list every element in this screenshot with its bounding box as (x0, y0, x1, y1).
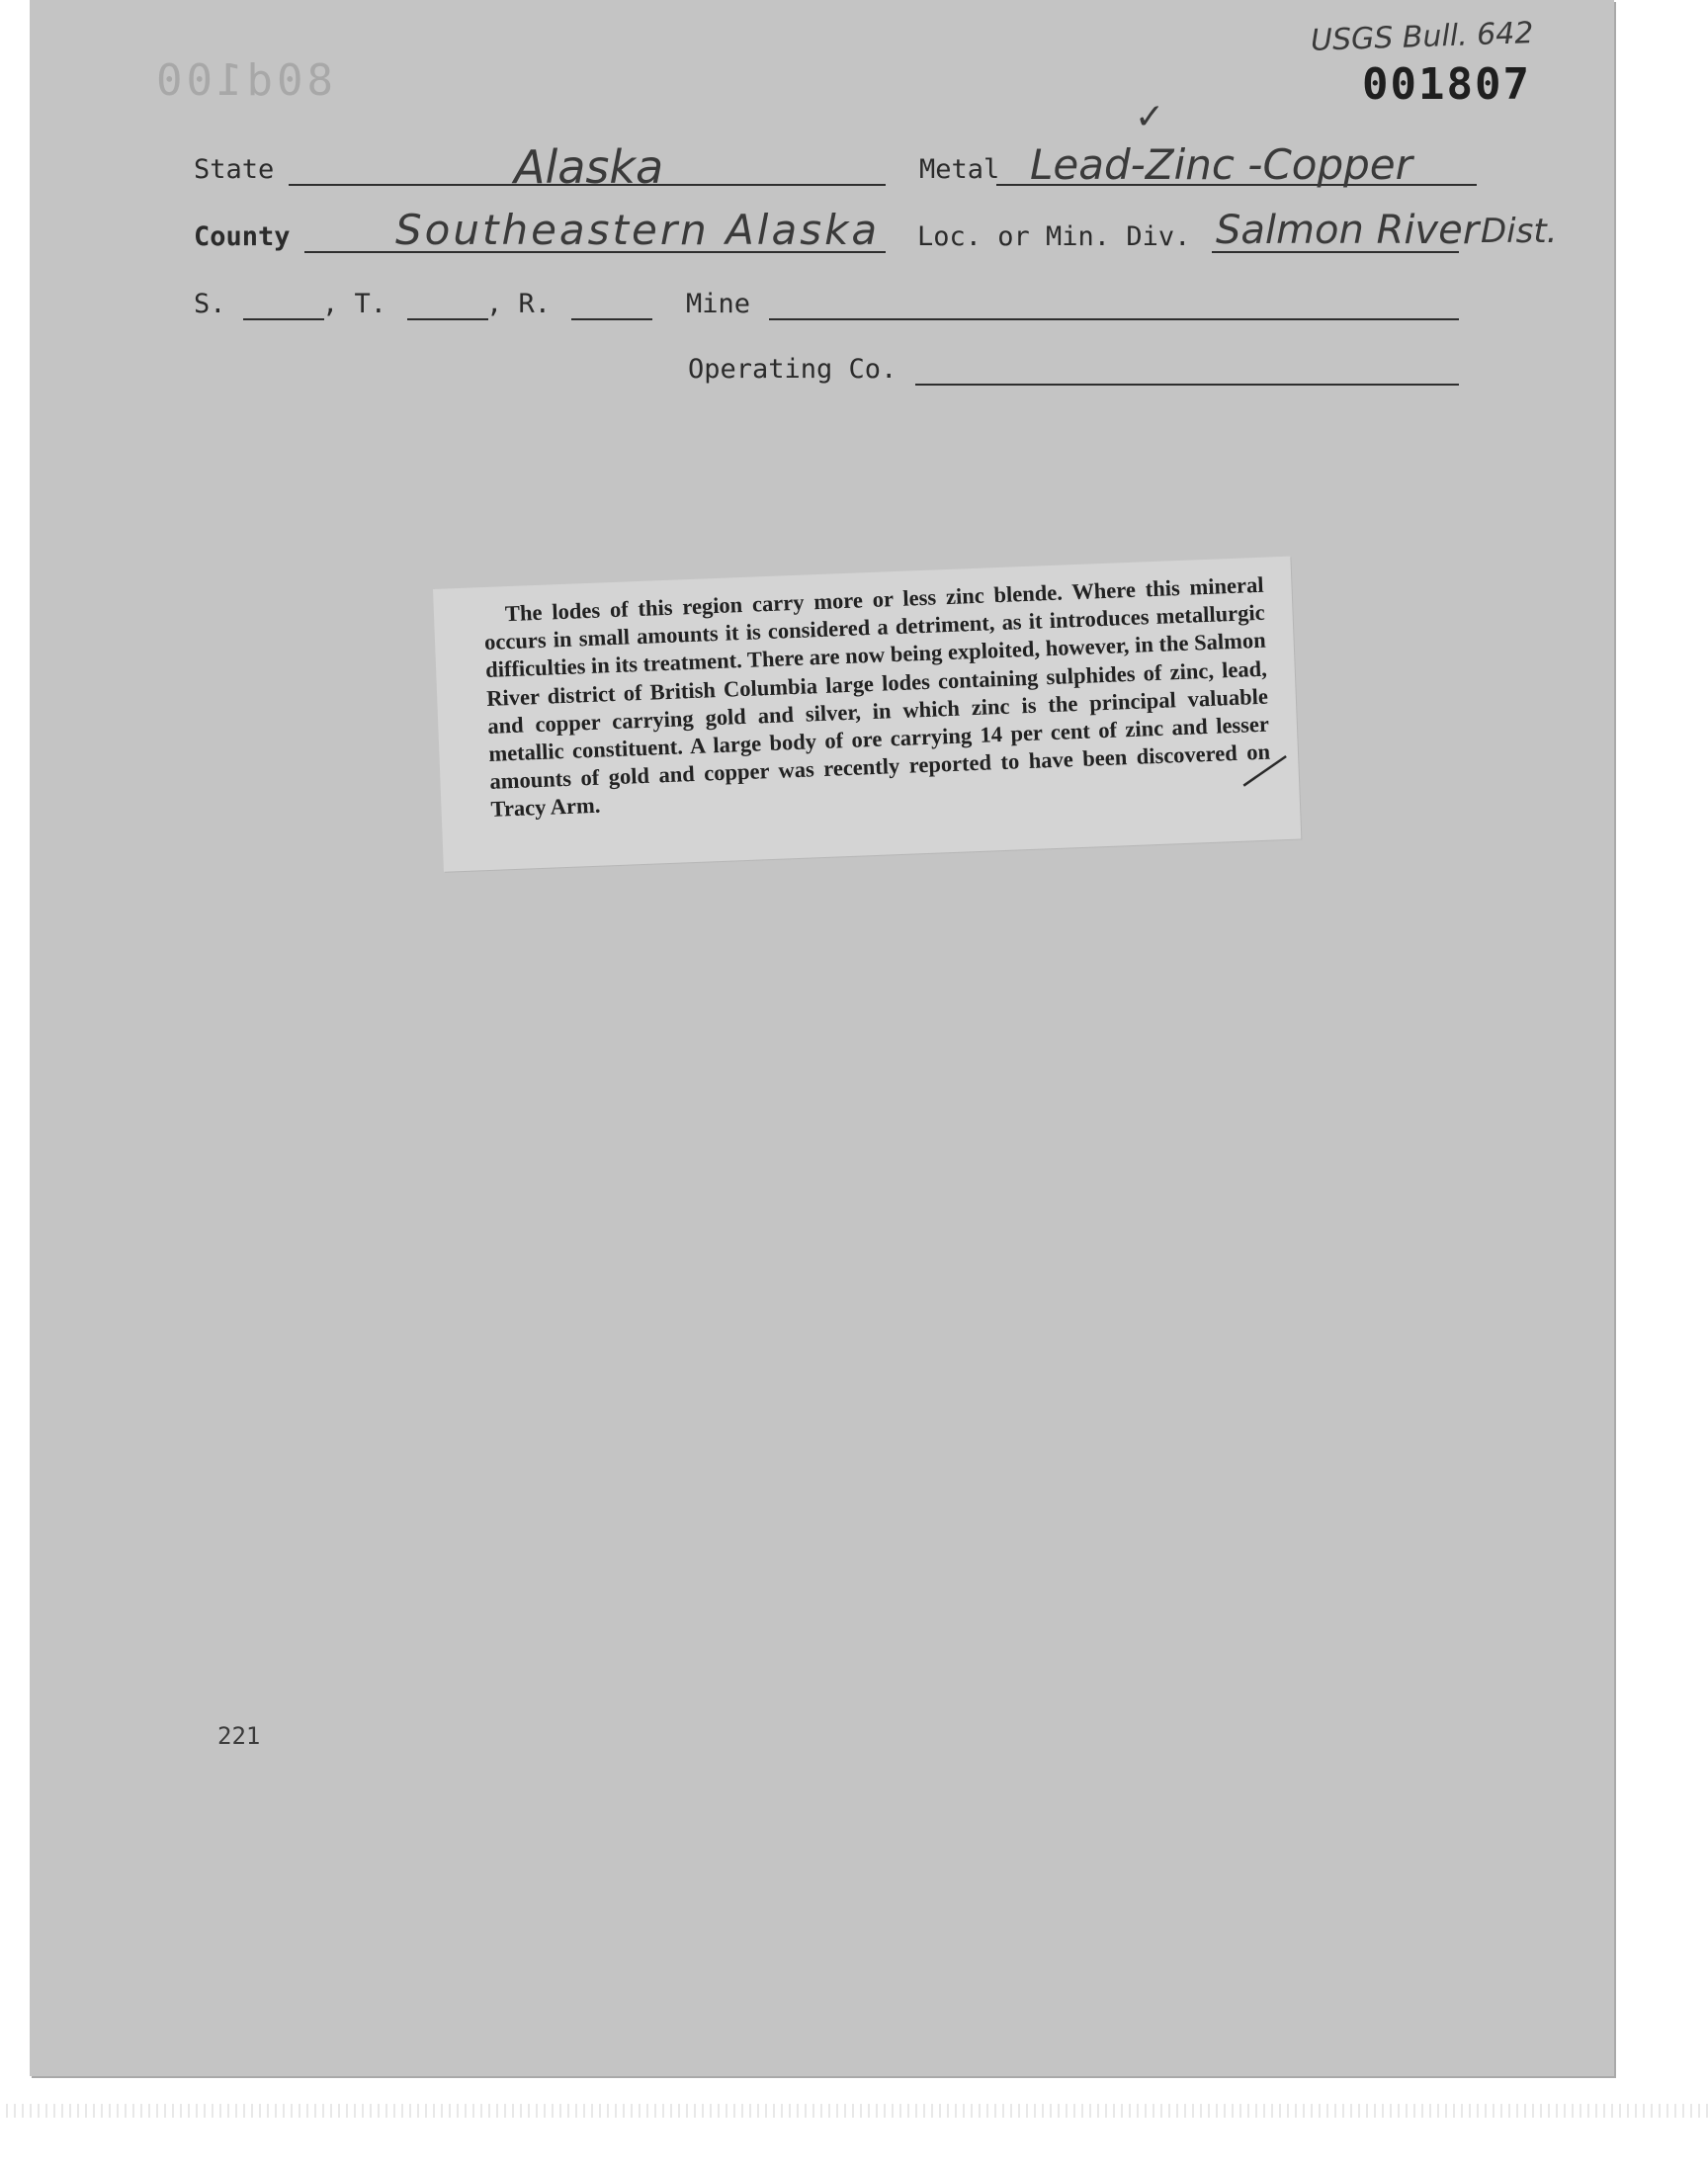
page-number: 221 (217, 1722, 261, 1750)
township-underline (407, 318, 488, 320)
county-label: County (194, 221, 291, 252)
document-page (30, 0, 1614, 2076)
loc-value: Salmon River (1216, 208, 1480, 253)
pencil-tick-mark (1240, 750, 1291, 792)
metal-value: Lead-Zinc -Copper (1030, 140, 1412, 189)
county-value: Southeastern Alaska (395, 206, 881, 254)
reference-note: USGS Bull. 642 (1310, 16, 1534, 58)
section-underline (243, 318, 324, 320)
loc-suffix: Dist. (1481, 212, 1558, 251)
faded-stamp: 80d100 (152, 55, 333, 106)
state-label: State (194, 154, 275, 185)
operating-co-underline (915, 384, 1459, 386)
mine-underline (769, 318, 1459, 320)
loc-label: Loc. or Min. Div. (917, 221, 1191, 252)
clipping-text: The lodes of this region carry more or less zinc blende. Where this mineral occurs in small amounts it is considered a detriment, as it introduces metallurgic difficulties in its treatment. There are now being exploited, however, in the Salmon River district of British Columbia large lodes containing sulphides of zinc, lead, and copper carrying gold and silver, in which zinc is the principal valuable metallic constituent. A large body of ore carrying 14 per cent of zinc and lesser amounts of gold and copper was recently reported to have been discovered on Tracy Arm. (483, 571, 1271, 823)
mine-label: Mine (686, 289, 751, 319)
section-label: S. (194, 289, 226, 319)
pasted-clipping (433, 557, 1301, 872)
operating-co-label: Operating Co. (688, 354, 897, 385)
township-label: , T. (322, 289, 387, 319)
scan-edge-strip (0, 2104, 1708, 2118)
metal-label: Metal (919, 154, 1000, 185)
check-mark: ✓ (1135, 97, 1165, 137)
record-number-stamp: 001807 (1362, 59, 1531, 110)
state-value: Alaska (514, 140, 664, 194)
range-underline (571, 318, 652, 320)
range-label: , R. (486, 289, 552, 319)
